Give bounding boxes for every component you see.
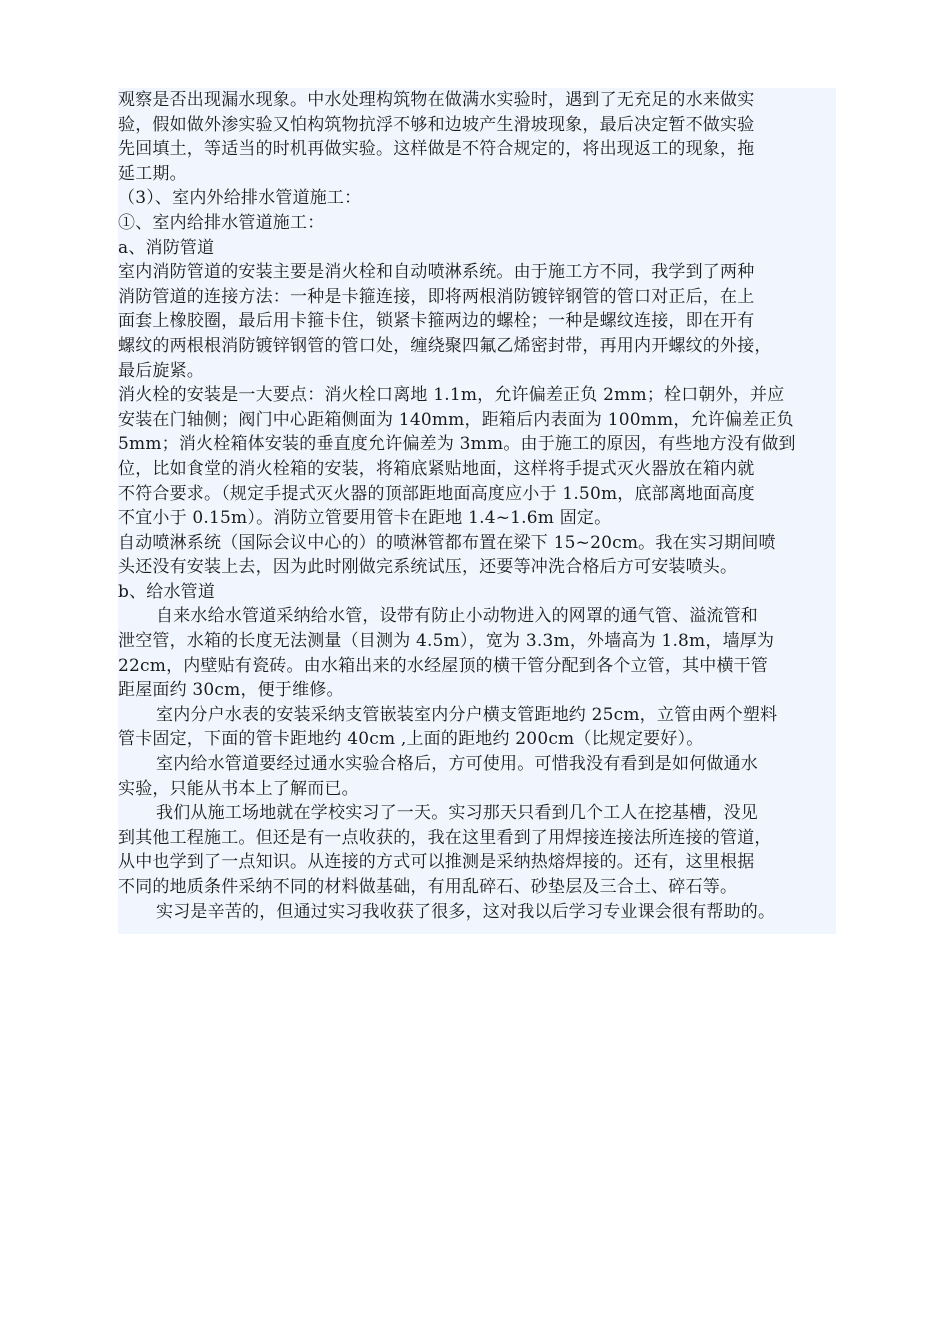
document-body	[118, 88, 836, 934]
text-line: 头还没有安装上去，因为此时刚做完系统试压，还要等冲洗合格后方可安装喷头。	[118, 557, 738, 578]
text-line: b、给水管道	[118, 581, 216, 602]
text-line: 延工期。	[118, 163, 187, 184]
text-line: 到其他工程施工。但还是有一点收获的，我在这里看到了用焊接连接法所连接的管道，	[118, 827, 772, 848]
text-line: 消防管道的连接方法：一种是卡箍连接，即将两根消防镀锌钢管的管口对正后，在上	[118, 286, 755, 307]
text-line: 最后旋紧。	[118, 360, 204, 381]
text-line: 泄空管，水箱的长度无法测量（目测为 4.5m），宽为 3.3m，外墙高为 1.8m，墙厚为	[118, 631, 775, 652]
text-line: 先回填土，等适当的时机再做实验。这样做是不符合规定的，将出现返工的现象，拖	[118, 139, 755, 160]
text-line: 室内消防管道的安装主要是消火栓和自动喷淋系统。由于施工方不同，我学到了两种	[118, 262, 755, 283]
text-line: 验，假如做外渗实验又怕构筑物抗浮不够和边坡产生滑坡现象，最后决定暂不做实验	[118, 114, 755, 135]
text-line: 安装在门轴侧；阀门中心距箱侧面为 140mm，距箱后内表面为 100mm，允许偏差正负	[118, 409, 794, 430]
text-line: 管卡固定，下面的管卡距地约 40cm ,上面的距地约 200cm（比规定要好）。	[118, 729, 704, 750]
text-line: 观察是否出现漏水现象。中水处理构筑物在做满水实验时，遇到了无充足的水来做实	[118, 90, 755, 110]
text-line: 不同的地质条件采纳不同的材料做基础，有用乱碎石、砂垫层及三合土、碎石等。	[118, 877, 738, 897]
text-line: 实习是辛苦的，但通过实习我收获了很多，这对我以后学习专业课会很有帮助的。	[156, 901, 776, 922]
text-line: ①、室内给排水管道施工：	[118, 212, 325, 233]
text-line: 自动喷淋系统（国际会议中心的）的喷淋管都布置在梁下 15~20cm。我在实习期间喷	[118, 532, 776, 553]
text-line: 不符合要求。（规定手提式灭火器的顶部距地面高度应小于 1.50m，底部离地面高度	[118, 483, 755, 504]
text-line: 自来水给水管道采纳给水管，设带有防止小动物进入的网罩的通气管、溢流管和	[156, 606, 758, 627]
text-line: 从中也学到了一点知识。从连接的方式可以推测是采纳热熔焊接的。还有，这里根据	[118, 852, 755, 873]
text-line: （3）、室内外给排水管道施工：	[118, 188, 362, 209]
text-line: 不宜小于 0.15m）。消防立管要用管卡在距地 1.4~1.6m 固定。	[118, 508, 612, 529]
text-line: 我们从施工场地就在学校实习了一天。实习那天只看到几个工人在挖基槽，没见	[156, 803, 758, 824]
text-line: 实验，只能从书本上了解而已。	[118, 778, 359, 799]
text-line: 位，比如食堂的消火栓箱的安装，将箱底紧贴地面，这样将手提式灭火器放在箱内就	[118, 458, 755, 479]
text-line: 距屋面约 30cm，便于维修。	[118, 680, 344, 701]
text-line: 螺纹的两根根消防镀锌钢管的管口处，缠绕聚四氟乙烯密封带，再用内开螺纹的外接，	[118, 335, 772, 356]
text-line: 5mm；消火栓箱体安装的垂直度允许偏差为 3mm。由于施工的原因，有些地方没有做到	[118, 434, 796, 455]
text-line: 22cm，内壁贴有瓷砖。由水箱出来的水经屋顶的横干管分配到各个立管，其中横干管	[118, 655, 769, 676]
text-line: 室内分户水表的安装采纳支管嵌装室内分户横支管距地约 25cm，立管由两个塑料	[156, 704, 778, 725]
text-line: a、消防管道	[118, 237, 215, 258]
text-line: 室内给水管道要经过通水实验合格后，方可使用。可惜我没有看到是如何做通水	[156, 754, 758, 775]
text-line: 消火栓的安装是一大要点：消火栓口离地 1.1m，允许偏差正负 2mm；栓口朝外，并应	[118, 385, 785, 406]
text-line: 面套上橡胶圈，最后用卡箍卡住，锁紧卡箍两边的螺栓；一种是螺纹连接，即在开有	[118, 311, 755, 332]
